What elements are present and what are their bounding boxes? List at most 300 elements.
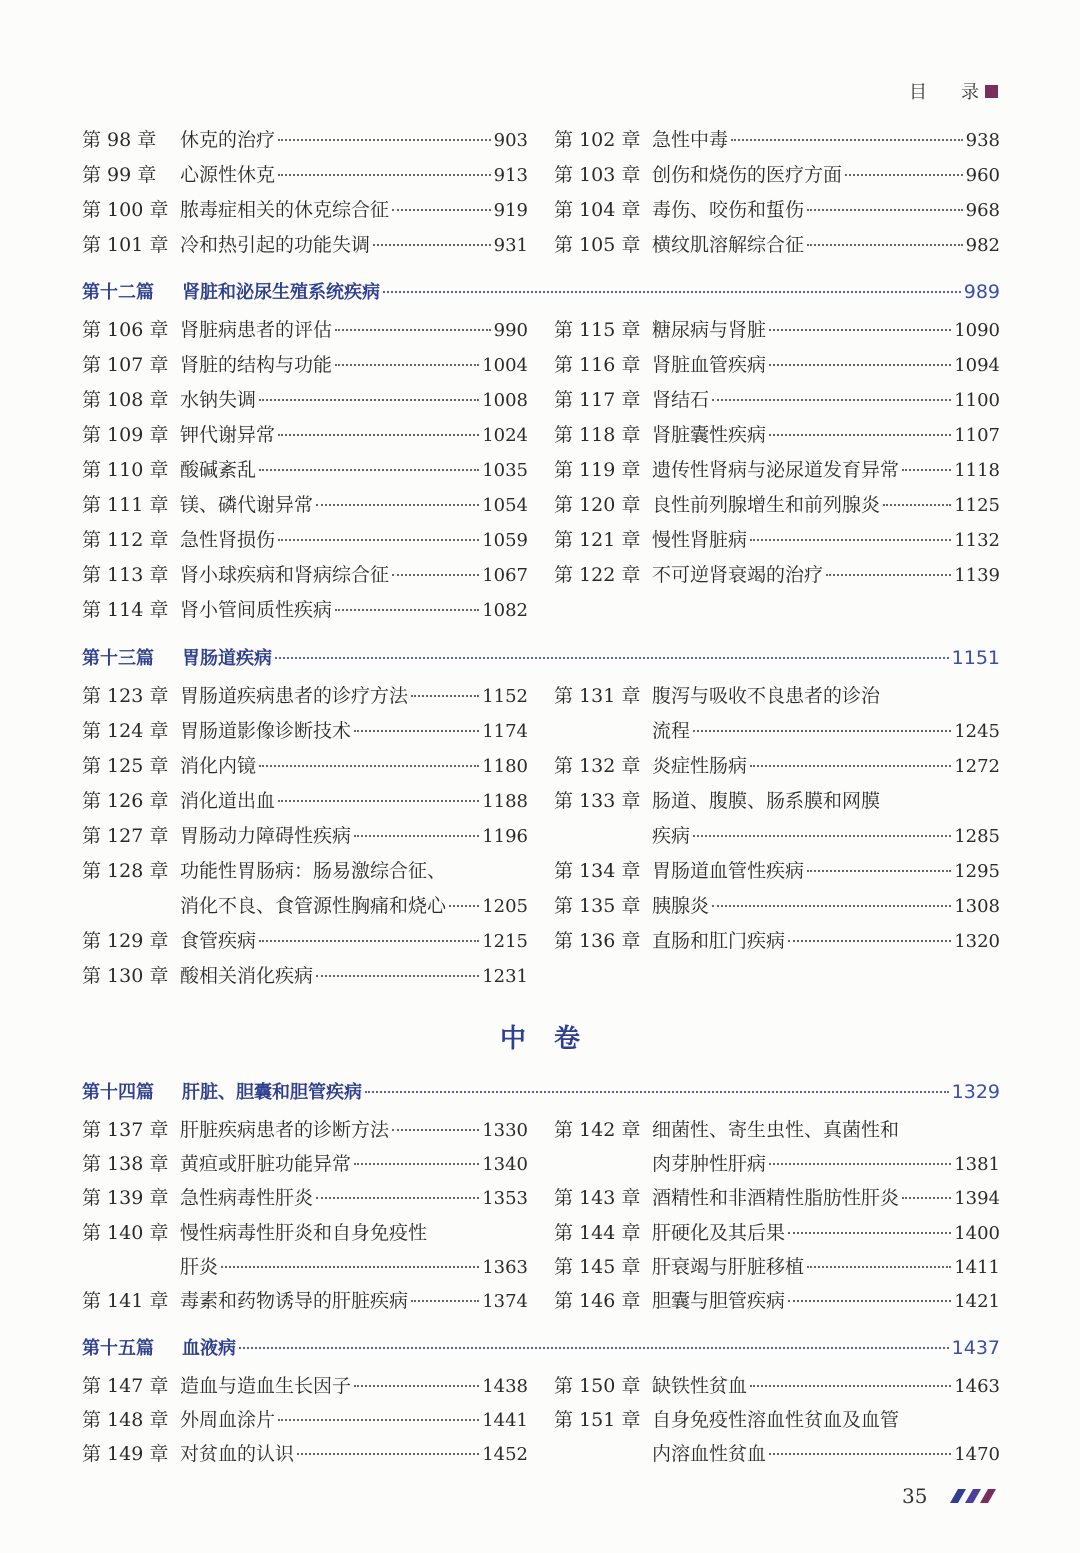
leader-dots (411, 1300, 479, 1302)
chapter-title: 肾脏病患者的评估 (180, 319, 333, 341)
chapter-number: 第 107 章 (82, 354, 169, 376)
toc-entry[interactable] (554, 528, 1000, 553)
chapter-page: 1320 (954, 931, 1000, 952)
leader-dots (278, 1419, 479, 1421)
toc-entry[interactable] (554, 1221, 1000, 1246)
toc-entry[interactable] (82, 563, 528, 588)
chapter-title: 肾脏囊性疾病 (652, 424, 767, 446)
toc-entry[interactable] (82, 964, 528, 989)
chapter-number: 第 148 章 (82, 1409, 169, 1432)
chapter-title: 自身免疫性溶血性贫血及血管 (652, 1409, 900, 1432)
chapter-page: 903 (493, 130, 528, 151)
chapter-page: 1100 (954, 390, 1000, 411)
chapter-title: 肾脏的结构与功能 (180, 354, 333, 376)
chapter-number: 第 134 章 (554, 860, 641, 882)
chapter-page: 1381 (954, 1154, 1000, 1176)
chapter-number: 第 112 章 (82, 529, 169, 551)
chapter-title: 慢性肾脏病 (652, 529, 748, 551)
chapter-number: 第 109 章 (82, 424, 169, 446)
chapter-number: 第 105 章 (554, 234, 641, 256)
chapter-title: 胃肠道疾病患者的诊疗方法 (180, 685, 409, 707)
chapter-title: 不可逆肾衰竭的治疗 (652, 564, 824, 586)
chapter-title: 功能性胃肠病：肠易激综合征、 (180, 860, 447, 882)
toc-entry[interactable] (554, 1374, 1000, 1399)
chapter-number: 第 114 章 (82, 599, 169, 621)
chapter-page: 1421 (954, 1291, 1000, 1312)
chapter-title: 镁、磷代谢异常 (180, 494, 314, 516)
toc-entry[interactable] (82, 493, 528, 518)
part-page: 1151 (951, 647, 1000, 669)
chapter-page: 1180 (482, 756, 528, 777)
chapter-page: 1452 (482, 1444, 528, 1466)
chapter-number: 第 117 章 (554, 389, 641, 411)
chapter-number: 第 137 章 (82, 1119, 169, 1141)
chapter-page: 1008 (482, 390, 528, 411)
chapter-page: 1139 (954, 565, 1000, 586)
chapter-page: 1295 (954, 861, 1000, 882)
leader-dots (807, 209, 963, 211)
chapter-page: 1441 (482, 1410, 528, 1432)
toc-entry[interactable] (82, 598, 528, 623)
chapter-title: 流程 (652, 720, 691, 742)
chapter-number: 第 145 章 (554, 1255, 641, 1278)
toc-entry[interactable] (82, 859, 528, 883)
chapter-title: 肾小球疾病和肾病综合征 (180, 564, 390, 586)
leader-dots (259, 940, 479, 942)
header-title-2: 录 (961, 82, 979, 103)
chapter-title: 黄疸或肝脏功能异常 (180, 1153, 352, 1176)
chapter-number: 第 135 章 (554, 895, 641, 917)
leader-dots (788, 940, 951, 942)
toc-entry[interactable] (554, 128, 1000, 153)
chapter-title: 肠道、腹膜、肠系膜和网膜 (652, 790, 881, 812)
leader-dots (373, 244, 491, 246)
toc-entry[interactable] (82, 684, 528, 709)
leader-dots (259, 399, 479, 401)
chapter-title: 肾小管间质性疾病 (180, 599, 333, 621)
toc-entry[interactable] (554, 824, 1000, 849)
chapter-title: 细菌性、寄生虫性、真菌性和 (652, 1119, 900, 1141)
leader-dots (278, 434, 479, 436)
chapter-number: 第 125 章 (82, 755, 169, 777)
chapter-number: 第 139 章 (82, 1187, 169, 1210)
chapter-page: 1035 (482, 460, 528, 481)
chapter-title: 急性中毒 (652, 129, 729, 151)
chapter-title: 良性前列腺增生和前列腺炎 (652, 494, 881, 516)
decorative-slashes-icon (948, 1487, 1004, 1505)
chapter-title: 胃肠道血管性疾病 (652, 860, 805, 882)
chapter-title: 休克的治疗 (180, 129, 276, 151)
leader-dots (335, 329, 491, 331)
chapter-title: 肾脏血管疾病 (652, 354, 767, 376)
toc-entry[interactable] (554, 929, 1000, 954)
chapter-title: 消化内镜 (180, 755, 257, 777)
chapter-number: 第 132 章 (554, 755, 641, 777)
toc-entry[interactable] (82, 1186, 528, 1211)
chapter-number: 第 123 章 (82, 685, 169, 707)
part-title: 肾脏和泌尿生殖系统疾病 (182, 282, 380, 303)
chapter-number: 第 136 章 (554, 930, 641, 952)
toc-entry[interactable] (82, 198, 528, 223)
leader-dots (788, 1232, 951, 1234)
toc-entry[interactable] (554, 1118, 1000, 1142)
part-number: 第十五篇 (82, 1338, 154, 1359)
chapter-page: 938 (965, 130, 1000, 151)
chapter-number: 第 122 章 (554, 564, 641, 586)
chapter-page: 1330 (482, 1120, 528, 1141)
chapter-title: 胃肠动力障碍性疾病 (180, 825, 352, 847)
header-square-icon (985, 85, 998, 98)
chapter-title: 急性病毒性肝炎 (180, 1187, 314, 1210)
chapter-title: 钾代谢异常 (180, 424, 276, 446)
leader-dots (275, 657, 949, 659)
leader-dots (693, 835, 951, 837)
toc-entry[interactable] (82, 458, 528, 483)
chapter-number: 第 121 章 (554, 529, 641, 551)
header-title-1: 目 (909, 82, 927, 103)
chapter-title: 肾结石 (652, 389, 710, 411)
chapter-page: 1196 (482, 826, 528, 847)
leader-dots (278, 139, 491, 141)
chapter-title: 腹泻与吸收不良患者的诊治 (652, 685, 881, 707)
chapter-number: 第 124 章 (82, 720, 169, 742)
chapter-page: 1152 (482, 686, 528, 707)
chapter-page: 1132 (954, 530, 1000, 551)
leader-dots (392, 574, 479, 576)
leader-dots (826, 574, 951, 576)
toc-entry[interactable] (554, 1152, 1000, 1177)
part-number: 第十三篇 (82, 648, 154, 669)
chapter-title: 横纹肌溶解综合征 (652, 234, 805, 256)
leader-dots (750, 539, 951, 541)
toc-entry[interactable] (554, 1289, 1000, 1314)
part-title: 肝脏、胆囊和胆管疾病 (182, 1082, 362, 1103)
chapter-page: 1411 (954, 1256, 1000, 1278)
leader-dots (731, 139, 963, 141)
leader-dots (769, 434, 951, 436)
chapter-page: 1308 (954, 896, 1000, 917)
leader-dots (354, 1385, 479, 1387)
leader-dots (316, 1197, 479, 1199)
chapter-title: 冷和热引起的功能失调 (180, 234, 371, 256)
chapter-title: 酒精性和非酒精性脂肪性肝炎 (652, 1187, 900, 1210)
chapter-number: 第 144 章 (554, 1221, 641, 1244)
leader-dots (693, 730, 951, 732)
chapter-page: 1174 (482, 721, 528, 742)
leader-dots (750, 1385, 951, 1387)
chapter-title: 遗传性肾病与泌尿道发育异常 (652, 459, 900, 481)
chapter-number: 第 120 章 (554, 494, 641, 516)
leader-dots (807, 1266, 951, 1268)
chapter-title: 食管疾病 (180, 930, 257, 952)
chapter-title: 直肠和肛门疾病 (652, 930, 786, 952)
toc-entry[interactable] (554, 318, 1000, 343)
chapter-title: 脓毒症相关的休克综合征 (180, 199, 390, 221)
chapter-number: 第 147 章 (82, 1375, 169, 1397)
chapter-number: 第 115 章 (554, 319, 641, 341)
chapter-page: 1090 (954, 320, 1000, 341)
leader-dots (316, 504, 479, 506)
chapter-title: 肝炎 (180, 1255, 219, 1278)
chapter-page: 1272 (954, 756, 1000, 777)
leader-dots (750, 765, 951, 767)
chapter-title: 创伤和烧伤的医疗方面 (652, 164, 843, 186)
chapter-title: 内溶血性贫血 (652, 1443, 767, 1466)
chapter-number: 第 146 章 (554, 1290, 641, 1312)
leader-dots (883, 504, 951, 506)
toc-entry[interactable] (82, 423, 528, 448)
toc-entry[interactable] (82, 388, 528, 413)
leader-dots (278, 539, 479, 541)
chapter-title: 消化道出血 (180, 790, 276, 812)
chapter-page: 960 (965, 165, 1000, 186)
chapter-page: 1340 (482, 1154, 528, 1176)
chapter-page: 1374 (482, 1291, 528, 1312)
toc-entry[interactable] (82, 1221, 528, 1245)
chapter-page: 1067 (482, 565, 528, 586)
chapter-number: 第 128 章 (82, 860, 169, 882)
toc-entry[interactable] (554, 894, 1000, 919)
chapter-number: 第 99 章 (82, 164, 157, 186)
chapter-page: 1082 (482, 600, 528, 621)
chapter-page: 1285 (954, 826, 1000, 847)
leader-dots (788, 1300, 951, 1302)
leader-dots (316, 975, 479, 977)
chapter-number: 第 151 章 (554, 1409, 641, 1432)
toc-entry[interactable] (554, 458, 1000, 483)
leader-dots (354, 835, 479, 837)
leader-dots (902, 1197, 951, 1199)
chapter-number: 第 129 章 (82, 930, 169, 952)
chapter-title: 炎症性肠病 (652, 755, 748, 777)
leader-dots (278, 800, 479, 802)
leader-dots (807, 870, 951, 872)
chapter-number: 第 103 章 (554, 164, 641, 186)
toc-entry[interactable] (82, 1442, 528, 1467)
leader-dots (221, 1266, 479, 1268)
leader-dots (449, 905, 479, 907)
leader-dots (354, 730, 479, 732)
chapter-page: 1215 (482, 931, 528, 952)
toc-entry[interactable] (82, 233, 528, 258)
chapter-page: 1470 (954, 1444, 1000, 1466)
chapter-title: 胰腺炎 (652, 895, 710, 917)
volume-heading: 中卷 (499, 1024, 608, 1054)
part-number: 第十二篇 (82, 282, 154, 303)
chapter-title: 肝衰竭与肝脏移植 (652, 1255, 805, 1278)
chapter-page: 1118 (954, 460, 1000, 481)
chapter-title: 肝硬化及其后果 (652, 1221, 786, 1244)
leader-dots (383, 291, 961, 293)
chapter-page: 1125 (954, 495, 1000, 516)
chapter-number: 第 100 章 (82, 199, 169, 221)
chapter-page: 1059 (482, 530, 528, 551)
chapter-number: 第 143 章 (554, 1187, 641, 1210)
leader-dots (845, 174, 963, 176)
toc-entry[interactable] (82, 789, 528, 814)
chapter-page: 919 (493, 200, 528, 221)
part-heading-12[interactable] (82, 278, 1000, 304)
toc-entry[interactable] (82, 1374, 528, 1399)
leader-dots (278, 174, 491, 176)
toc-entry[interactable] (554, 1255, 1000, 1280)
toc-entry[interactable] (554, 233, 1000, 258)
toc-entry[interactable] (554, 684, 1000, 708)
chapter-page: 1094 (954, 355, 1000, 376)
toc-entry[interactable] (82, 353, 528, 378)
chapter-page: 990 (493, 320, 528, 341)
leader-dots (712, 399, 951, 401)
chapter-title: 水钠失调 (180, 389, 257, 411)
chapter-number: 第 140 章 (82, 1221, 169, 1244)
toc-entry[interactable] (554, 423, 1000, 448)
chapter-title: 心源性休克 (180, 164, 276, 186)
leader-dots (297, 1453, 479, 1455)
leader-dots (335, 364, 479, 366)
chapter-number: 第 102 章 (554, 129, 641, 151)
page-header (909, 78, 998, 104)
toc-entry[interactable] (554, 388, 1000, 413)
chapter-page: 1438 (482, 1376, 528, 1397)
part-heading-14[interactable] (82, 1078, 1000, 1104)
chapter-number: 第 98 章 (82, 129, 157, 151)
chapter-title: 缺铁性贫血 (652, 1375, 748, 1397)
toc-entry[interactable] (82, 128, 528, 153)
chapter-page: 913 (493, 165, 528, 186)
leader-dots (259, 469, 479, 471)
toc-entry[interactable] (82, 1408, 528, 1433)
chapter-number: 第 108 章 (82, 389, 169, 411)
chapter-number: 第 110 章 (82, 459, 169, 481)
part-title: 血液病 (182, 1338, 236, 1359)
chapter-number: 第 113 章 (82, 564, 169, 586)
chapter-title: 肉芽肿性肝病 (652, 1153, 767, 1176)
chapter-page: 1400 (954, 1222, 1000, 1244)
chapter-title: 造血与造血生长因子 (180, 1375, 352, 1397)
chapter-page: 968 (965, 200, 1000, 221)
chapter-number: 第 138 章 (82, 1153, 169, 1176)
chapter-page: 1353 (482, 1188, 528, 1210)
chapter-number: 第 141 章 (82, 1290, 169, 1312)
chapter-title: 胃肠道影像诊断技术 (180, 720, 352, 742)
chapter-number: 第 133 章 (554, 790, 641, 812)
chapter-title: 酸碱紊乱 (180, 459, 257, 481)
leader-dots (769, 1453, 951, 1455)
toc-entry[interactable] (554, 198, 1000, 223)
toc-entry[interactable] (554, 719, 1000, 744)
toc-entry[interactable] (554, 1442, 1000, 1467)
chapter-number: 第 111 章 (82, 494, 169, 516)
toc-entry[interactable] (82, 1118, 528, 1143)
part-heading-15[interactable] (82, 1334, 1000, 1360)
toc-entry[interactable] (82, 528, 528, 553)
toc-entry[interactable] (82, 929, 528, 954)
chapter-title: 慢性病毒性肝炎和自身免疫性 (180, 1221, 428, 1244)
toc-entry[interactable] (82, 318, 528, 343)
chapter-page: 1463 (954, 1376, 1000, 1397)
leader-dots (354, 1163, 479, 1165)
chapter-page: 931 (493, 235, 528, 256)
toc-entry[interactable] (82, 894, 528, 919)
leader-dots (712, 905, 951, 907)
chapter-title: 胆囊与胆管疾病 (652, 1290, 786, 1312)
leader-dots (769, 1163, 951, 1165)
toc-entry[interactable] (82, 1255, 528, 1280)
chapter-page: 1004 (482, 355, 528, 376)
chapter-page: 1054 (482, 495, 528, 516)
chapter-number: 第 118 章 (554, 424, 641, 446)
toc-entry[interactable] (554, 1408, 1000, 1432)
chapter-page: 1107 (954, 425, 1000, 446)
chapter-title: 毒素和药物诱导的肝脏疾病 (180, 1290, 409, 1312)
chapter-title: 对贫血的认识 (180, 1443, 295, 1466)
chapter-number: 第 142 章 (554, 1119, 641, 1141)
chapter-number: 第 131 章 (554, 685, 641, 707)
chapter-title: 急性肾损伤 (180, 529, 276, 551)
chapter-title: 毒伤、咬伤和蜇伤 (652, 199, 805, 221)
part-number: 第十四篇 (82, 1082, 154, 1103)
chapter-title: 疾病 (652, 825, 691, 847)
chapter-number: 第 104 章 (554, 199, 641, 221)
toc-entry[interactable] (82, 1152, 528, 1177)
toc-entry[interactable] (554, 563, 1000, 588)
leader-dots (807, 244, 963, 246)
toc-entry[interactable] (82, 824, 528, 849)
chapter-number: 第 127 章 (82, 825, 169, 847)
leader-dots (902, 469, 951, 471)
chapter-title: 消化不良、食管源性胸痛和烧心 (180, 895, 447, 917)
toc-entry[interactable] (554, 789, 1000, 813)
toc-entry[interactable] (82, 719, 528, 744)
leader-dots (365, 1091, 949, 1093)
chapter-page: 1205 (482, 896, 528, 917)
toc-entry[interactable] (554, 1186, 1000, 1211)
chapter-number: 第 101 章 (82, 234, 169, 256)
chapter-title: 肝脏疾病患者的诊断方法 (180, 1119, 390, 1141)
part-page: 989 (963, 281, 1000, 303)
part-page: 1329 (951, 1081, 1000, 1103)
leader-dots (239, 1347, 949, 1349)
leader-dots (411, 695, 479, 697)
chapter-page: 982 (965, 235, 1000, 256)
chapter-number: 第 106 章 (82, 319, 169, 341)
toc-entry[interactable] (554, 859, 1000, 884)
chapter-number: 第 150 章 (554, 1375, 641, 1397)
chapter-title: 外周血涂片 (180, 1409, 276, 1432)
part-page: 1437 (951, 1337, 1000, 1359)
toc-entry[interactable] (82, 754, 528, 779)
chapter-page: 1231 (482, 966, 528, 987)
toc-entry[interactable] (554, 353, 1000, 378)
chapter-title: 糖尿病与肾脏 (652, 319, 767, 341)
chapter-title: 酸相关消化疾病 (180, 965, 314, 987)
chapter-page: 1024 (482, 425, 528, 446)
leader-dots (335, 609, 479, 611)
part-heading-13[interactable] (82, 644, 1000, 670)
toc-entry[interactable] (554, 754, 1000, 779)
toc-entry[interactable] (82, 1289, 528, 1314)
chapter-number: 第 116 章 (554, 354, 641, 376)
chapter-number: 第 126 章 (82, 790, 169, 812)
page-number: 35 (902, 1484, 928, 1508)
chapter-page: 1188 (482, 791, 528, 812)
leader-dots (769, 364, 951, 366)
toc-entry[interactable] (554, 163, 1000, 188)
toc-entry[interactable] (554, 493, 1000, 518)
toc-entry[interactable] (82, 163, 528, 188)
leader-dots (769, 329, 951, 331)
chapter-number: 第 149 章 (82, 1443, 169, 1466)
